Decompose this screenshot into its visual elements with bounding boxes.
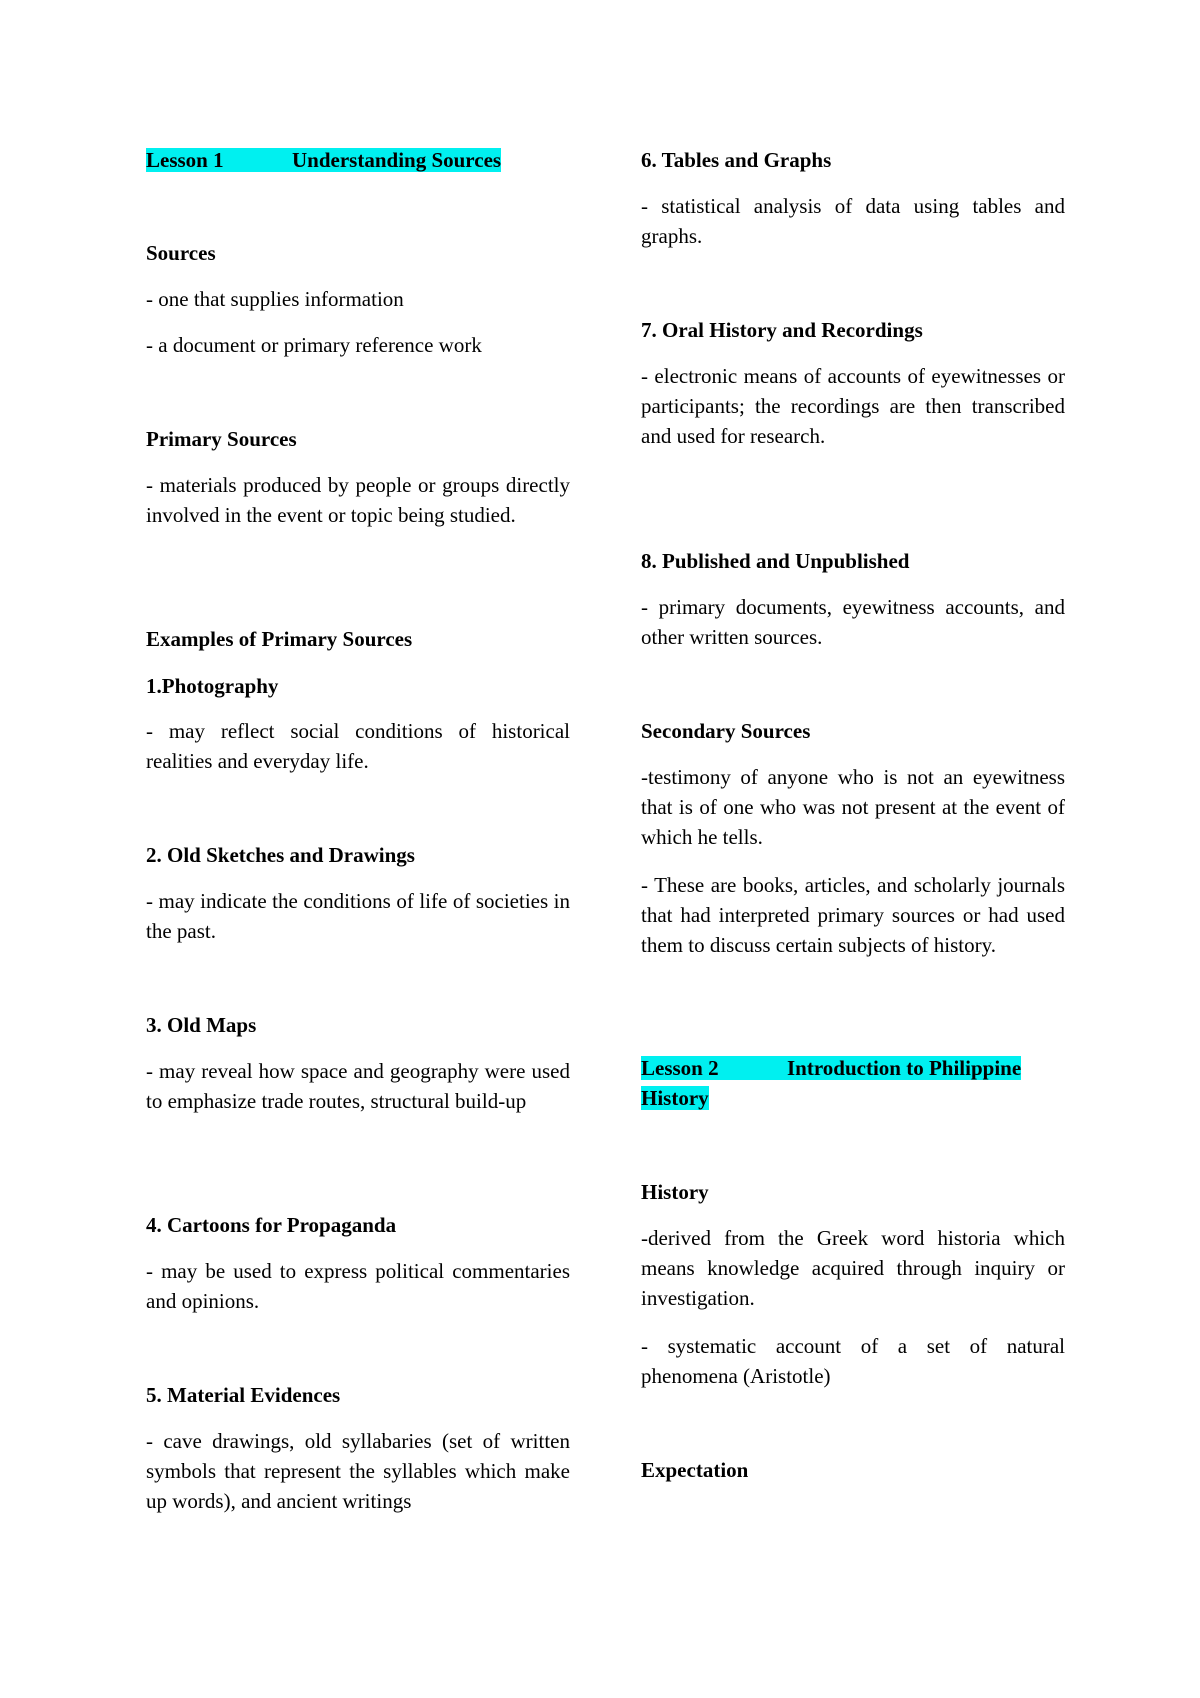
lesson1-number: Lesson 1 xyxy=(146,148,224,172)
item-1-text: - may reflect social conditions of historical realities and everyday life. xyxy=(146,719,570,773)
secondary-sources-text-1: -testimony of anyone who is not an eyewitness that is of one who was not present at the event of which he tells. xyxy=(641,765,1065,849)
item-7-heading: 7. Oral History and Recordings xyxy=(641,318,923,342)
examples-heading: Examples of Primary Sources xyxy=(146,627,413,651)
item-2-heading: 2. Old Sketches and Drawings xyxy=(146,843,415,867)
item-2-text: - may indicate the conditions of life of societies in the past. xyxy=(146,889,570,943)
history-text-2: - systematic account of a set of natural phenomena (Aristotle) xyxy=(641,1334,1065,1388)
sources-line-2: - a document or primary reference work xyxy=(146,333,482,357)
lesson2-highlight xyxy=(641,1056,1021,1080)
primary-sources-text: - materials produced by people or groups directly involved in the event or topic being studied. xyxy=(146,473,570,527)
secondary-sources-text-2: - These are books, articles, and scholarly journals that had interpreted primary sources or had used them to discuss certain subjects of history. xyxy=(641,873,1065,957)
lesson2-title-b: History xyxy=(641,1086,709,1110)
item-4-heading: 4. Cartoons for Propaganda xyxy=(146,1213,397,1237)
history-text-1: -derived from the Greek word historia which means knowledge acquired through inquiry or investigation. xyxy=(641,1226,1065,1310)
item-8-heading: 8. Published and Unpublished xyxy=(641,549,910,573)
lesson1-title: Understanding Sources xyxy=(292,148,502,172)
right-column xyxy=(641,0,1065,1698)
sources-line-1: - one that supplies information xyxy=(146,287,404,311)
item-6-text: - statistical analysis of data using tables and graphs. xyxy=(641,194,1065,248)
left-column xyxy=(146,0,570,1698)
sources-heading: Sources xyxy=(146,241,216,265)
item-4-text: - may be used to express political commentaries and opinions. xyxy=(146,1259,570,1313)
lesson1-heading xyxy=(146,145,570,175)
lesson2-number: Lesson 2 xyxy=(641,1056,719,1080)
lesson2-title-a: Introduction to Philippine xyxy=(787,1056,1022,1080)
item-7-text: - electronic means of accounts of eyewitnesses or participants; the recordings are then transcribed and used for research. xyxy=(641,364,1065,448)
primary-sources-heading: Primary Sources xyxy=(146,427,297,451)
secondary-sources-heading: Secondary Sources xyxy=(641,719,811,743)
item-3-text: - may reveal how space and geography were used to emphasize trade routes, structural build-up xyxy=(146,1059,570,1113)
history-heading: History xyxy=(641,1180,709,1204)
item-5-text: - cave drawings, old syllabaries (set of written symbols that represent the syllables which make up words), and ancient writings xyxy=(146,1429,570,1513)
item-3-heading: 3. Old Maps xyxy=(146,1013,257,1037)
item-5-heading: 5. Material Evidences xyxy=(146,1383,341,1407)
lesson2-heading xyxy=(641,1053,1065,1113)
lesson1-highlight xyxy=(146,148,501,172)
item-1-heading: 1.Photography xyxy=(146,674,279,698)
item-6-heading: 6. Tables and Graphs xyxy=(641,148,832,172)
expectation-heading: Expectation xyxy=(641,1458,749,1482)
item-8-text: - primary documents, eyewitness accounts, and other written sources. xyxy=(641,595,1065,649)
